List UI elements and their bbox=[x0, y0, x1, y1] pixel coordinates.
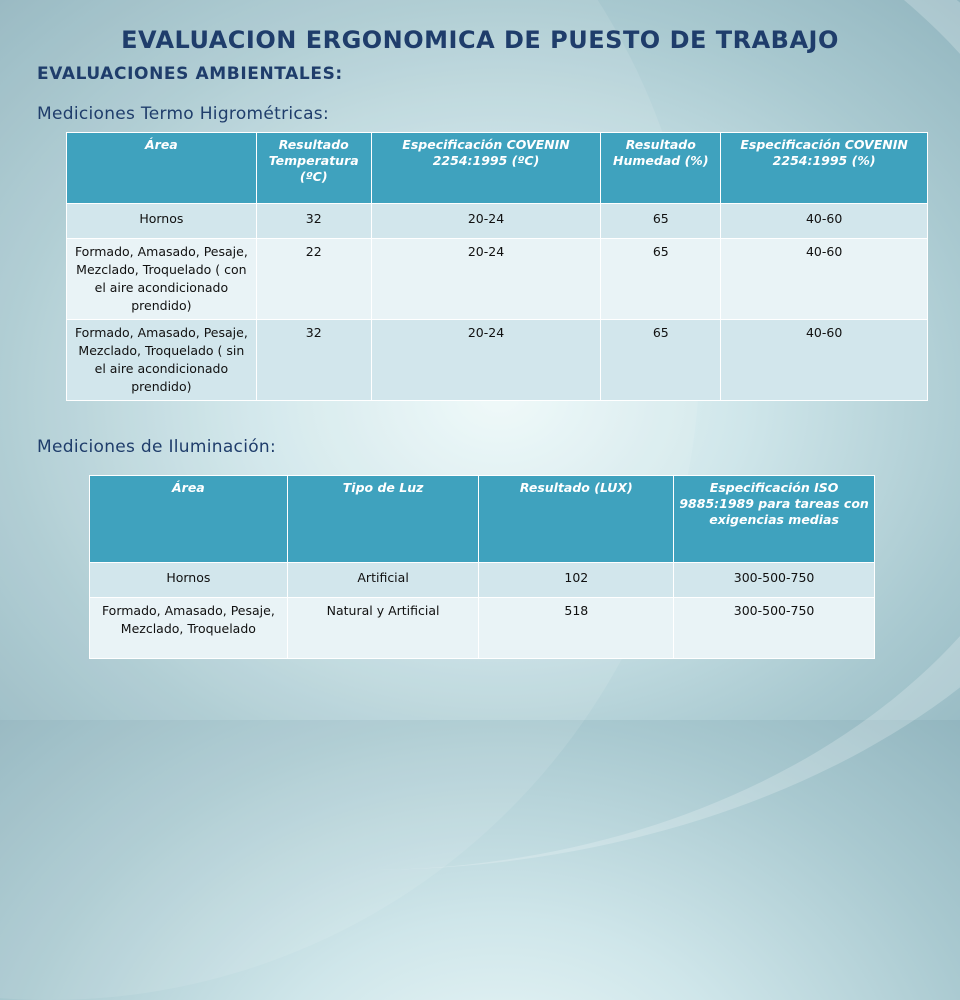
thermo-hygrometric-table bbox=[66, 132, 928, 401]
slide-title: EVALUACION ERGONOMICA DE PUESTO DE TRABAJO bbox=[121, 26, 839, 54]
table-header-row bbox=[90, 476, 875, 563]
cell-lux: 102 bbox=[479, 563, 674, 598]
header-lux-result: Resultado (LUX) bbox=[479, 476, 674, 563]
cell-area: Formado, Amasado, Pesaje, Mezclado, Troquelado ( sin el aire acondicionado prendido) bbox=[67, 320, 257, 401]
cell-area: Formado, Amasado, Pesaje, Mezclado, Troquelado ( con el aire acondicionado prendido) bbox=[67, 239, 257, 320]
table-row bbox=[90, 598, 875, 659]
cell-temperature-spec: 20-24 bbox=[371, 239, 601, 320]
lighting-table bbox=[89, 475, 875, 659]
table-row bbox=[90, 563, 875, 598]
cell-light-type: Natural y Artificial bbox=[287, 598, 479, 659]
header-area: Área bbox=[67, 133, 257, 204]
header-temperature-result: Resultado Temperatura (ºC) bbox=[256, 133, 371, 204]
cell-iso-spec: 300-500-750 bbox=[674, 563, 875, 598]
header-humidity-result: Resultado Humedad (%) bbox=[601, 133, 721, 204]
table-header-row bbox=[67, 133, 928, 204]
cell-temperature-spec: 20-24 bbox=[371, 204, 601, 239]
cell-temperature: 32 bbox=[256, 204, 371, 239]
table-row bbox=[67, 204, 928, 239]
cell-light-type: Artificial bbox=[287, 563, 479, 598]
cell-area: Formado, Amasado, Pesaje, Mezclado, Troquelado bbox=[90, 598, 288, 659]
header-area: Área bbox=[90, 476, 288, 563]
section-thermo-label: Mediciones Termo Higrométricas: bbox=[37, 104, 329, 124]
cell-humidity-spec: 40-60 bbox=[721, 320, 928, 401]
header-iso-spec: Especificación ISO 9885:1989 para tareas con exigencias medias bbox=[674, 476, 875, 563]
cell-lux: 518 bbox=[479, 598, 674, 659]
cell-iso-spec: 300-500-750 bbox=[674, 598, 875, 659]
header-temperature-spec: Especificación COVENIN 2254:1995 (ºC) bbox=[371, 133, 601, 204]
cell-area: Hornos bbox=[67, 204, 257, 239]
cell-area: Hornos bbox=[90, 563, 288, 598]
cell-humidity: 65 bbox=[601, 239, 721, 320]
cell-humidity-spec: 40-60 bbox=[721, 204, 928, 239]
cell-temperature: 32 bbox=[256, 320, 371, 401]
header-humidity-spec: Especificación COVENIN 2254:1995 (%) bbox=[721, 133, 928, 204]
table-row bbox=[67, 239, 928, 320]
cell-humidity: 65 bbox=[601, 204, 721, 239]
cell-humidity-spec: 40-60 bbox=[721, 239, 928, 320]
section-lighting-label: Mediciones de Iluminación: bbox=[37, 437, 277, 457]
table-row bbox=[67, 320, 928, 401]
cell-temperature-spec: 20-24 bbox=[371, 320, 601, 401]
header-light-type: Tipo de Luz bbox=[287, 476, 479, 563]
cell-humidity: 65 bbox=[601, 320, 721, 401]
cell-temperature: 22 bbox=[256, 239, 371, 320]
slide-subtitle: EVALUACIONES AMBIENTALES: bbox=[37, 64, 343, 84]
